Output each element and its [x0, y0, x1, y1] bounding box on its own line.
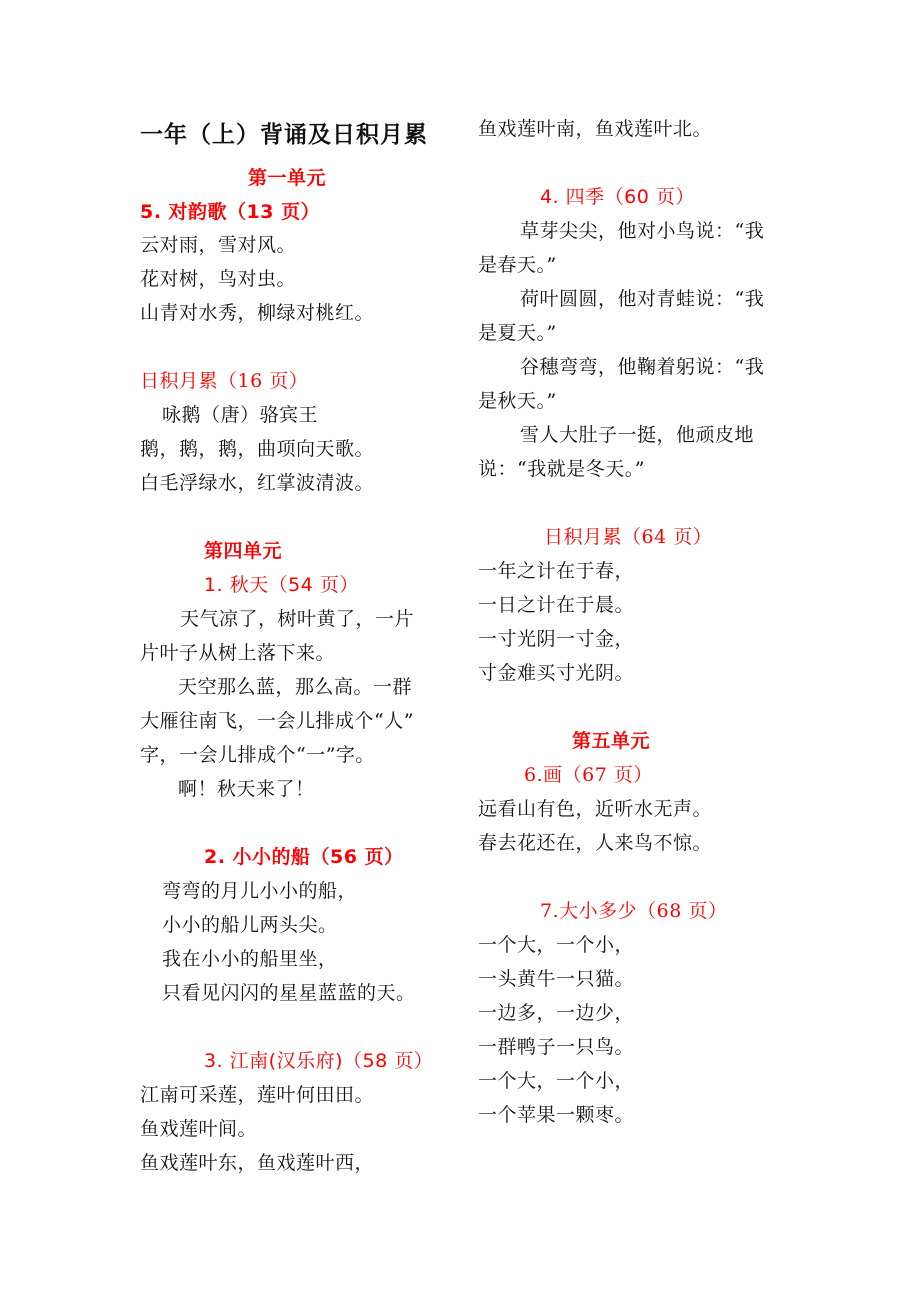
text-line: 春去花还在，人来鸟不惊。: [478, 832, 713, 854]
text-line: 云对雨，雪对风。: [140, 234, 297, 256]
text-line: 是春天。”: [478, 254, 557, 276]
text-line: 说：“我就是冬天。”: [478, 458, 645, 480]
text-line: 远看山有色，近听水无声。: [478, 798, 713, 820]
text-line: 是夏天。”: [478, 322, 557, 344]
text-line: 江南可采莲，莲叶何田田。: [140, 1084, 375, 1106]
text-line: 一头黄牛一只猫。: [478, 968, 635, 990]
unit-5-heading: 第五单元: [572, 730, 651, 752]
section-2-heading: 2. 小小的船（56 页）: [204, 846, 404, 868]
text-line: 小小的船儿两头尖。: [162, 914, 338, 936]
text-line: 弯弯的月儿小小的船，: [162, 880, 358, 902]
text-line: 一群鸭子一只鸟。: [478, 1036, 635, 1058]
text-line: 谷穗弯弯，他鞠着躬说：“我: [520, 356, 765, 378]
section-1-heading: 1. 秋天（54 页）: [204, 574, 359, 596]
text-line: 一边多，一边少，: [478, 1002, 635, 1024]
page-title: 一年（上）背诵及日积月累: [140, 122, 428, 148]
text-line: 雪人大肚子一挺，他顽皮地: [520, 424, 755, 446]
text-line: 鹅，鹅，鹅，曲项向天歌。: [140, 438, 375, 460]
text-line: 花对树，鸟对虫。: [140, 268, 297, 290]
text-line: 只看见闪闪的星星蓝蓝的天。: [162, 982, 416, 1004]
text-line: 寸金难买寸光阴。: [478, 662, 635, 684]
text-line: 我在小小的船里坐，: [162, 948, 338, 970]
text-line: 咏鹅（唐）骆宾王: [162, 404, 319, 426]
text-line: 一日之计在于晨。: [478, 594, 635, 616]
text-line: 鱼戏莲叶间。: [140, 1118, 258, 1140]
text-line: 一个苹果一颗枣。: [478, 1104, 635, 1126]
text-line: 山青对水秀，柳绿对桃红。: [140, 302, 375, 324]
section-4-heading: 4. 四季（60 页）: [540, 186, 695, 208]
section-5-heading: 5. 对韵歌（13 页）: [140, 201, 321, 223]
text-line: 一个大，一个小，: [478, 1070, 635, 1092]
text-line: 白毛浮绿水，红掌波清波。: [140, 472, 375, 494]
text-line: 一个大，一个小，: [478, 934, 635, 956]
unit-4-heading: 第四单元: [204, 540, 283, 562]
text-line: 啊！秋天来了！: [178, 778, 315, 800]
text-line: 字，一会儿排成个“一”字。: [140, 744, 375, 766]
text-line: 是秋天。”: [478, 390, 557, 412]
text-line: 鱼戏莲叶南，鱼戏莲叶北。: [478, 118, 713, 140]
text-line: 大雁往南飞，一会儿排成个“人”: [140, 710, 414, 732]
text-line: 荷叶圆圆，他对青蛙说：“我: [520, 288, 765, 310]
text-line: 草芽尖尖，他对小鸟说：“我: [520, 220, 765, 242]
section-7-heading: 7.大小多少（68 页）: [540, 900, 728, 922]
text-line: 天气凉了，树叶黄了，一片: [180, 608, 415, 630]
text-line: 片叶子从树上落下来。: [140, 642, 336, 664]
text-line: 一年之计在于春，: [478, 560, 635, 582]
text-line: 天空那么蓝，那么高。一群: [178, 676, 413, 698]
rijiyuelei-64-heading: 日积月累（64 页）: [544, 526, 713, 548]
section-3-heading: 3. 江南(汉乐府)（58 页）: [204, 1050, 434, 1072]
rijiyuelei-16-heading: 日积月累（16 页）: [140, 370, 309, 392]
text-line: 鱼戏莲叶东，鱼戏莲叶西，: [140, 1152, 375, 1174]
unit-1-heading: 第一单元: [248, 167, 327, 189]
text-line: 一寸光阴一寸金，: [478, 628, 635, 650]
section-6-heading: 6.画（67 页）: [524, 764, 653, 786]
